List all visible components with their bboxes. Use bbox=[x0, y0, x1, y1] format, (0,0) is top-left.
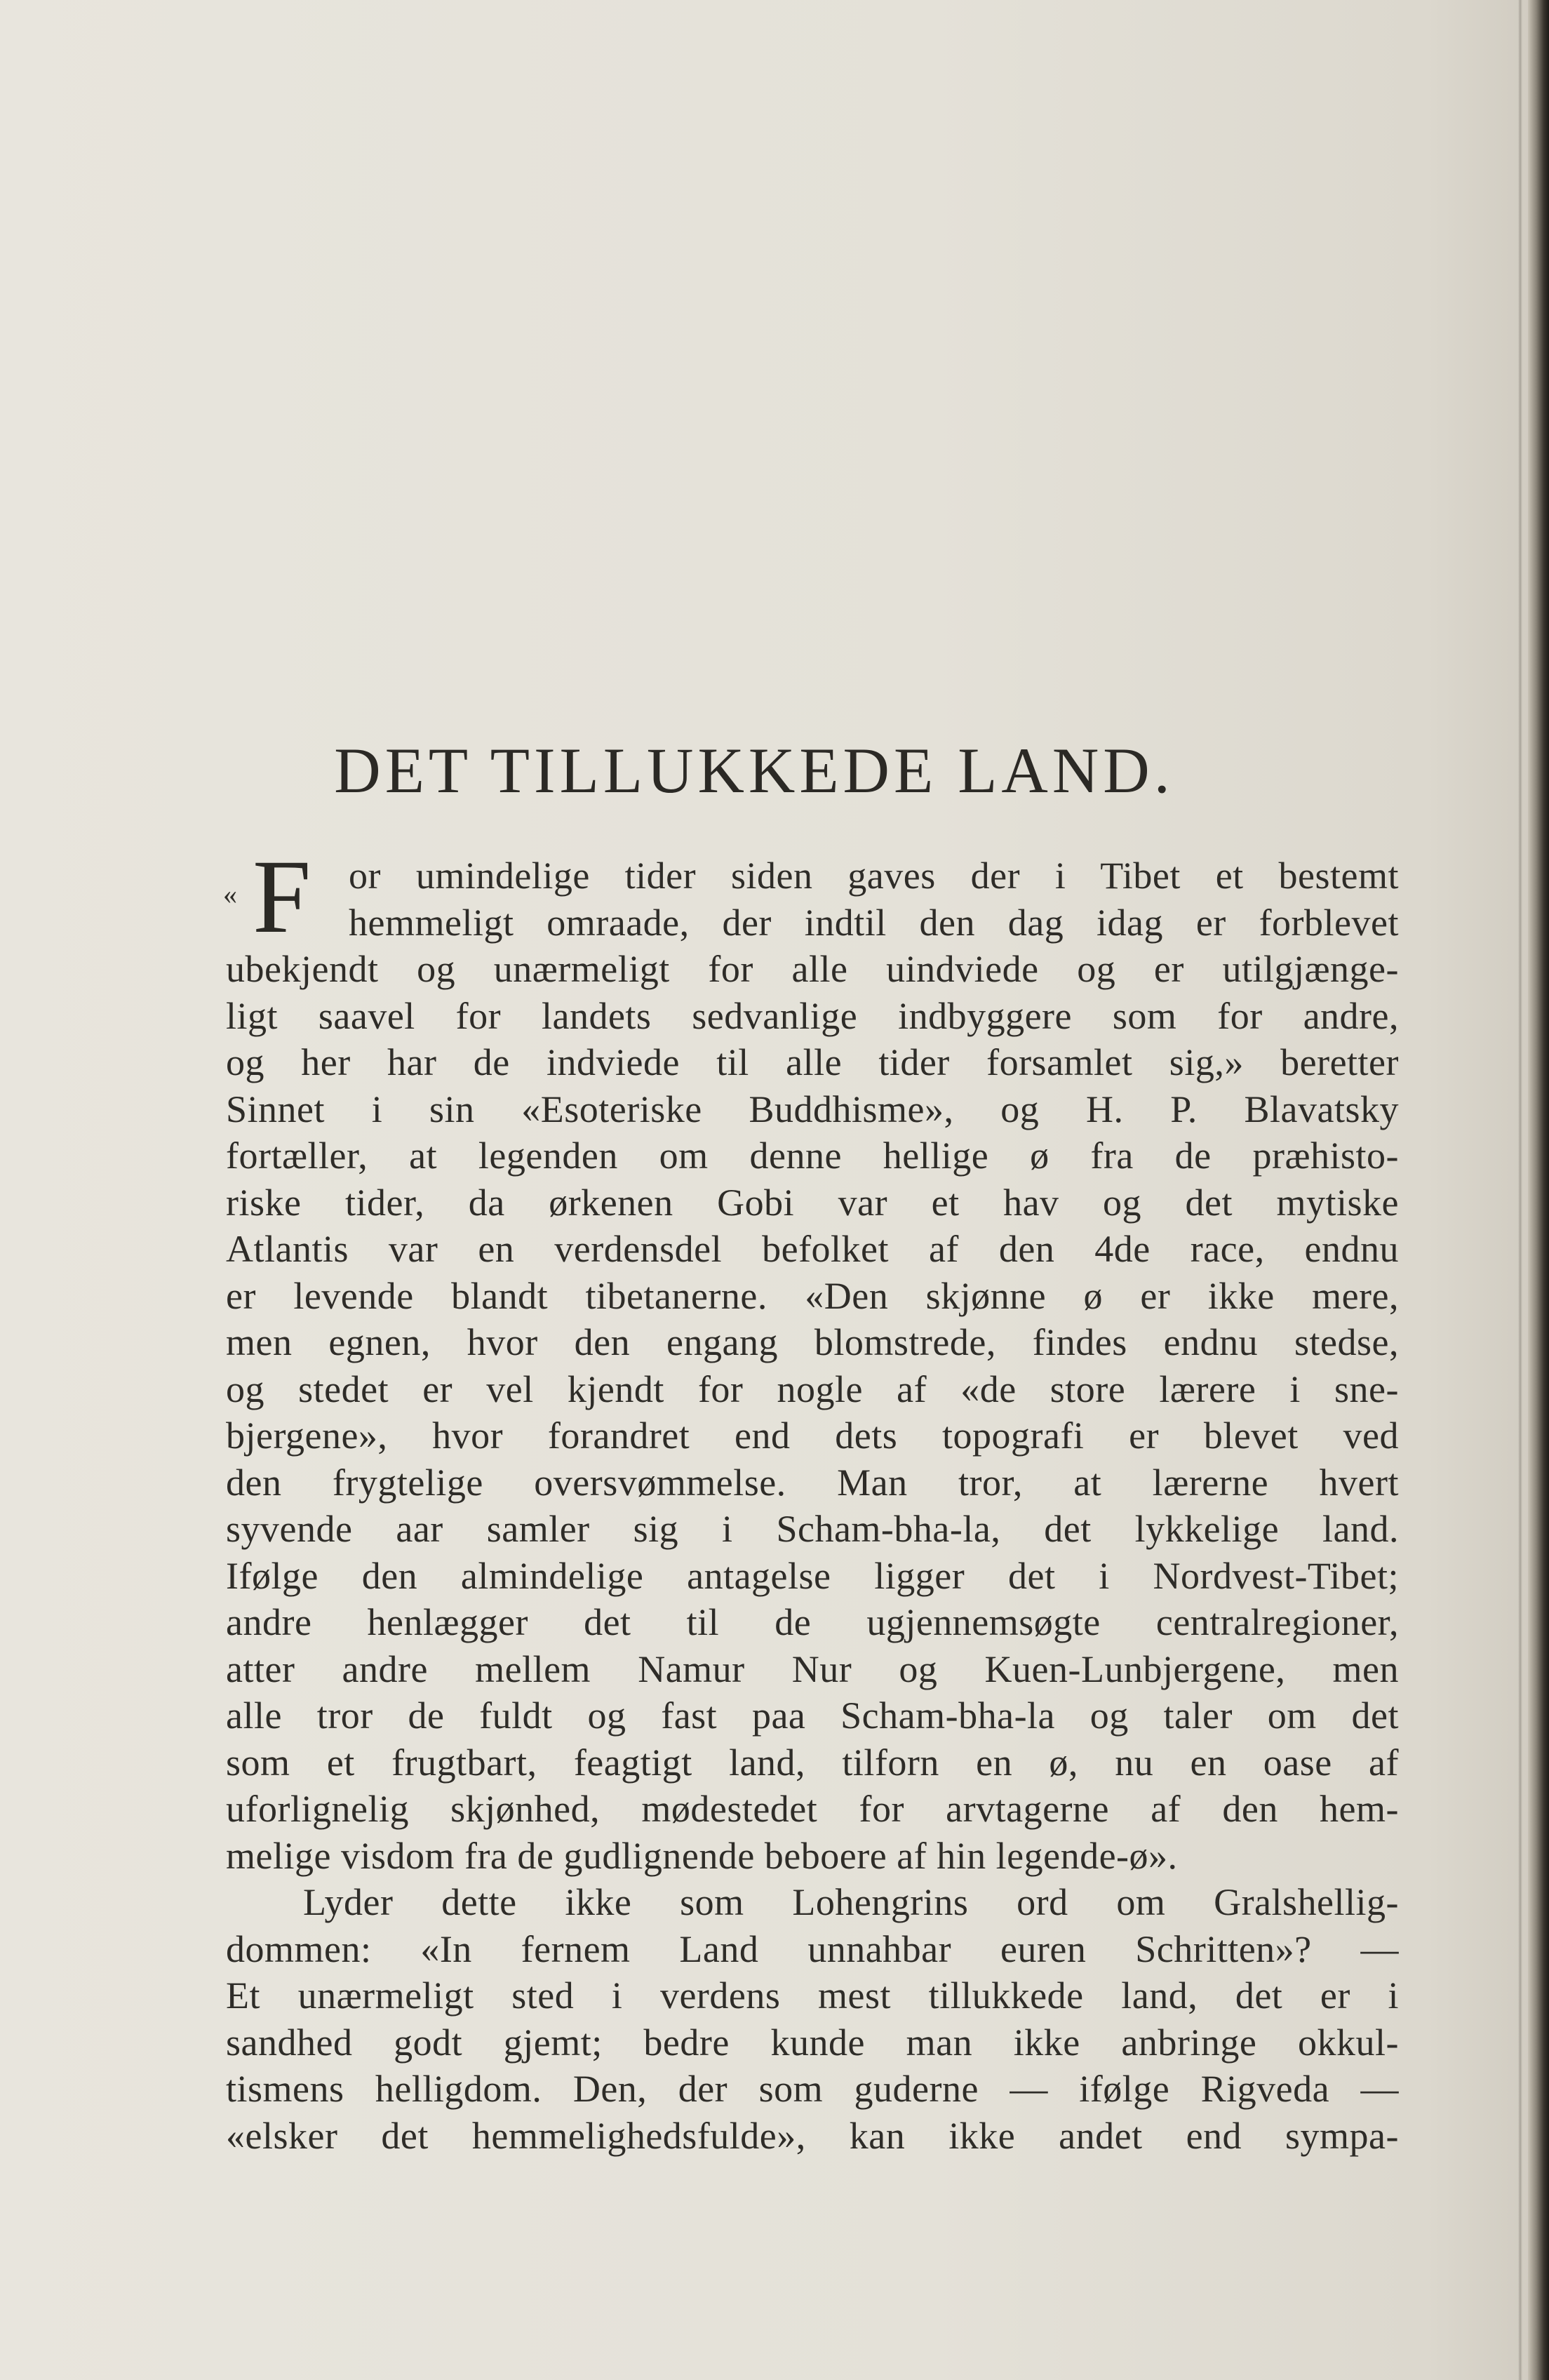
page-gutter bbox=[1518, 0, 1522, 2380]
text-line: andre henlægger det til de ugjennemsøgte centralregioner, bbox=[226, 1601, 1399, 1643]
chapter-title: DET TILLUKKEDE LAND. bbox=[334, 735, 1174, 806]
text-line: Lyder dette ikke som Lohengrins ord om Gralshellig- bbox=[303, 1881, 1399, 1923]
text-line: og her har de indviede til alle tider forsamlet sig,» beretter bbox=[226, 1041, 1399, 1083]
text-line: atter andre mellem Namur Nur og Kuen-Lunbjergene, men bbox=[226, 1647, 1399, 1690]
text-line: uforlignelig skjønhed, mødestedet for arvtagerne af den hem- bbox=[226, 1788, 1399, 1830]
text-line: sandhed godt gjemt; bedre kunde man ikke anbringe okkul- bbox=[226, 2021, 1399, 2064]
text-line: hemmeligt omraade, der indtil den dag idag er forblevet bbox=[349, 901, 1399, 944]
text-line: er levende blandt tibetanerne. «Den skjønne ø er ikke mere, bbox=[226, 1274, 1399, 1317]
text-line: Sinnet i sin «Esoteriske Buddhisme», og H. P. Blavatsky bbox=[226, 1088, 1399, 1130]
text-line: den frygtelige oversvømmelse. Man tror, at lærerne hvert bbox=[226, 1461, 1399, 1504]
text-line: ubekjendt og unærmeligt for alle uindviede og er utilgjænge- bbox=[226, 948, 1399, 990]
text-line: alle tror de fuldt og fast paa Scham-bha-la og taler om det bbox=[226, 1694, 1399, 1737]
text-line: or umindelige tider siden gaves der i Tibet et bestemt bbox=[349, 855, 1399, 897]
text-line: tismens helligdom. Den, der som guderne — ifølge Rigveda — bbox=[226, 2068, 1399, 2110]
text-line: riske tider, da ørkenen Gobi var et hav og det mytiske bbox=[226, 1181, 1399, 1224]
text-line: fortæller, at legenden om denne hellige ø fra de præhisto- bbox=[226, 1135, 1399, 1177]
text-line: men egnen, hvor den engang blomstrede, findes endnu stedse, bbox=[226, 1321, 1399, 1363]
dropcap-letter: F bbox=[253, 838, 311, 955]
text-line: Atlantis var en verdensdel befolket af den 4de race, endnu bbox=[226, 1228, 1399, 1270]
text-line: Et unærmeligt sted i verdens mest tillukkede land, det er i bbox=[226, 1974, 1399, 2017]
text-line: syvende aar samler sig i Scham-bha-la, det lykkelige land. bbox=[226, 1508, 1399, 1550]
dropcap-quote: « bbox=[223, 878, 237, 910]
text-line: som et frugtbart, feagtigt land, tilforn en ø, nu en oase af bbox=[226, 1741, 1399, 1784]
book-spine-edge bbox=[1528, 0, 1549, 2380]
text-line: bjergene», hvor forandret end dets topografi er blevet ved bbox=[226, 1415, 1399, 1457]
text-line: ligt saavel for landets sedvanlige indbyggere som for andre, bbox=[226, 994, 1399, 1037]
text-line: «elsker det hemmelighedsfulde», kan ikke andet end sympa- bbox=[226, 2114, 1399, 2157]
text-line: Ifølge den almindelige antagelse ligger det i Nordvest-Tibet; bbox=[226, 1554, 1399, 1597]
body-text bbox=[226, 853, 1399, 2159]
text-line: dommen: «In fernem Land unnahbar euren Schritten»? — bbox=[226, 1927, 1399, 1970]
text-line: melige visdom fra de gudlignende beboere af hin legende-ø». bbox=[226, 1834, 1178, 1877]
text-line: og stedet er vel kjendt for nogle af «de store lærere i sne- bbox=[226, 1368, 1399, 1410]
